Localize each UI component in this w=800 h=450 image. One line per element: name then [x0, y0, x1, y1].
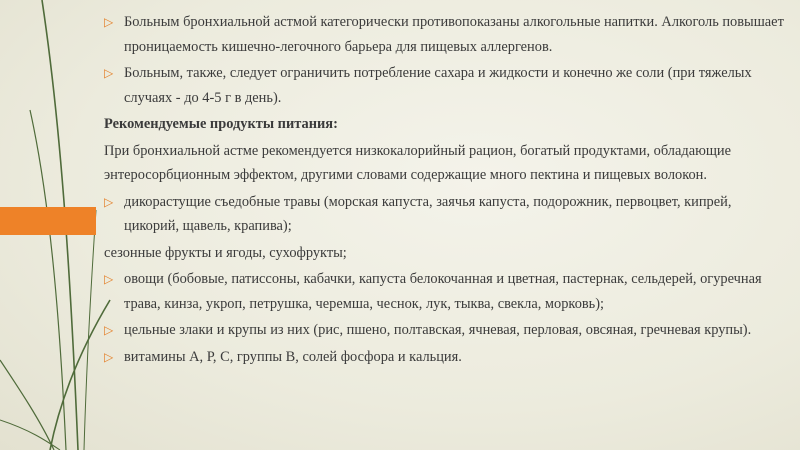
hollow-arrow-bullet-icon: ▷: [104, 349, 114, 364]
curve-line-3: [50, 300, 110, 450]
section-heading: Рекомендуемые продукты питания:: [104, 116, 338, 132]
paragraph: При бронхиальной астме рекомендуется низкокалорийный рацион, богатый продуктами, обладающие энтеросорбционным эффектом, другими словами содержащие много пектина и пищевых волокон.: [104, 142, 731, 183]
bullet-text: цельные злаки и крупы из них (рис, пшено, полтавская, ячневая, перловая, овсяная, гречневая крупы).: [124, 322, 752, 338]
accent-bar: [0, 207, 96, 235]
bullet-item: [104, 345, 784, 370]
bullet-text: Больным, также, следует ограничить потребление сахара и жидкости и конечно же соли (при тяжелых случаях - до 4-5 г в день).: [124, 65, 752, 106]
hollow-arrow-bullet-icon: ▷: [104, 66, 114, 80]
hollow-arrow-bullet-icon: ▷: [104, 15, 114, 29]
bullet-item: [104, 318, 784, 343]
bullet-item: [104, 190, 784, 239]
bullet-item: [104, 267, 784, 316]
bullet-text: дикорастущие съедобные травы (морская капуста, заячья капуста, подорожник, первоцвет, кипрей, цикорий, щавель, крапива);: [124, 193, 732, 234]
paragraph: сезонные фрукты и ягоды, сухофрукты;: [104, 244, 347, 261]
bullet-text: Больным бронхиальной астмой категорически противопоказаны алкогольные напитки. Алкоголь повышает проницаемость кишечно-легочного барьера для пищевых аллергенов.: [124, 14, 784, 55]
bullet-item: [104, 10, 784, 59]
bullet-text: витамины А, Р, С, группы В, солей фосфора и кальция.: [124, 348, 462, 365]
curve-line-4: [0, 360, 54, 450]
hollow-arrow-bullet-icon: ▷: [104, 272, 114, 286]
hollow-arrow-bullet-icon: ▷: [104, 323, 114, 337]
bullet-text: овощи (бобовые, патиссоны, кабачки, капуста белокочанная и цветная, пастернак, сельдерей, огуречная трава, кинза, укроп, петрушка, черемша, чеснок, лук, тыква, свекла, морковь);: [124, 271, 762, 312]
slide-content: [104, 10, 784, 369]
curve-line-6: [84, 210, 96, 450]
hollow-arrow-bullet-icon: ▷: [104, 194, 114, 209]
bullet-item: [104, 61, 784, 110]
